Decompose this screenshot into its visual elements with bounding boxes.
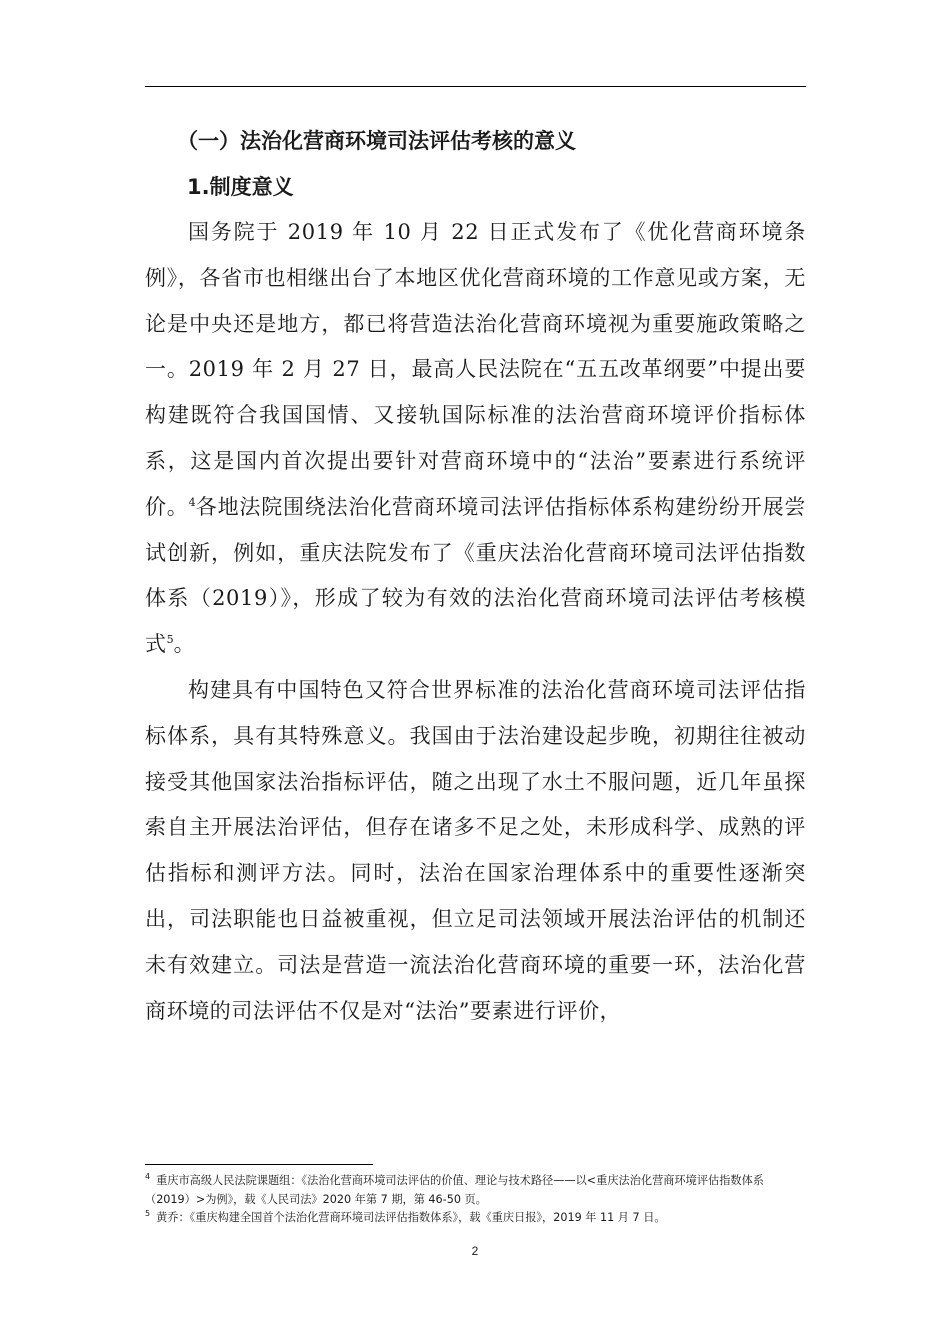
footnote-ref-5[interactable]: 5 (166, 633, 174, 647)
footnote-text: 黄乔：《重庆构建全国首个法治化营商环境司法评估指数体系》，载《重庆日报》，2019 年 11 月 7 日。 (156, 1211, 666, 1224)
footnote-5 (145, 1209, 806, 1228)
subsection-heading: 1.制度意义 (187, 175, 294, 199)
footnote-mark: 5 (145, 1209, 151, 1219)
paragraph-1-part-b: 各地法院围绕法治化营商环境司法评估指标体系构建纷纷开展尝试创新，例如，重庆法院发布了《重庆法治化营商环境司法评估指数体系（2019）》，形成了较为有效的法治化营商环境司法评估考核模式 (145, 494, 806, 657)
paragraph-2: 构建具有中国特色又符合世界标准的法治化营商环境司法评估指标体系，具有其特殊意义。我国由于法治建设起步晚，初期往往被动接受其他国家法治指标评估，随之出现了水土不服问题，近几年虽探索自主开展法治评估，但存在诸多不足之处，未形成科学、成熟的评估指标和测评方法。同时，法治在国家治理体系中的重要性逐渐突出，司法职能也日益被重视，但立足司法领域开展法治评估的机制还未有效建立。司法是营造一流法治化营商环境的重要一环，法治化营商环境的司法评估不仅是对“法治”要素进行评价， (145, 677, 806, 1023)
section-heading: （一）法治化营商环境司法评估考核的意义 (177, 129, 576, 153)
header-rule (145, 86, 806, 87)
footnote-ref-4[interactable]: 4 (188, 495, 196, 509)
footnote-mark: 4 (145, 1172, 151, 1182)
footnotes (145, 1172, 806, 1228)
paragraph-1-part-a: 国务院于 2019 年 10 月 22 日正式发布了《优化营商环境条例》，各省市也相继出台了本地区优化营商环境的工作意见或方案，无论是中央还是地方，都已将营造法治化营商环境视为重要施政策略之一。2019 年 2 月 27 日，最高人民法院在“五五改革纲要”中提出要构建既符合我国国情、又接轨国际标准的法治营商环境评价指标体系，这是国内首次提出要针对营商环境中的“法治”要素进行系统评价。 (145, 220, 806, 519)
paragraph-1 (145, 210, 806, 668)
page-number: 2 (471, 1244, 479, 1258)
body-content (145, 118, 806, 1034)
paragraph-1-part-c: 。 (173, 632, 196, 657)
footnote-4 (145, 1172, 806, 1209)
footnote-text: 重庆市高级人民法院课题组：《法治化营商环境司法评估的价值、理论与技术路径——以<重庆法治化营商环境评估指数体系（2019）>为例》，载《人民司法》2020 年第 7 期，第 46-50 页。 (145, 1174, 764, 1206)
footnote-separator (145, 1164, 373, 1165)
